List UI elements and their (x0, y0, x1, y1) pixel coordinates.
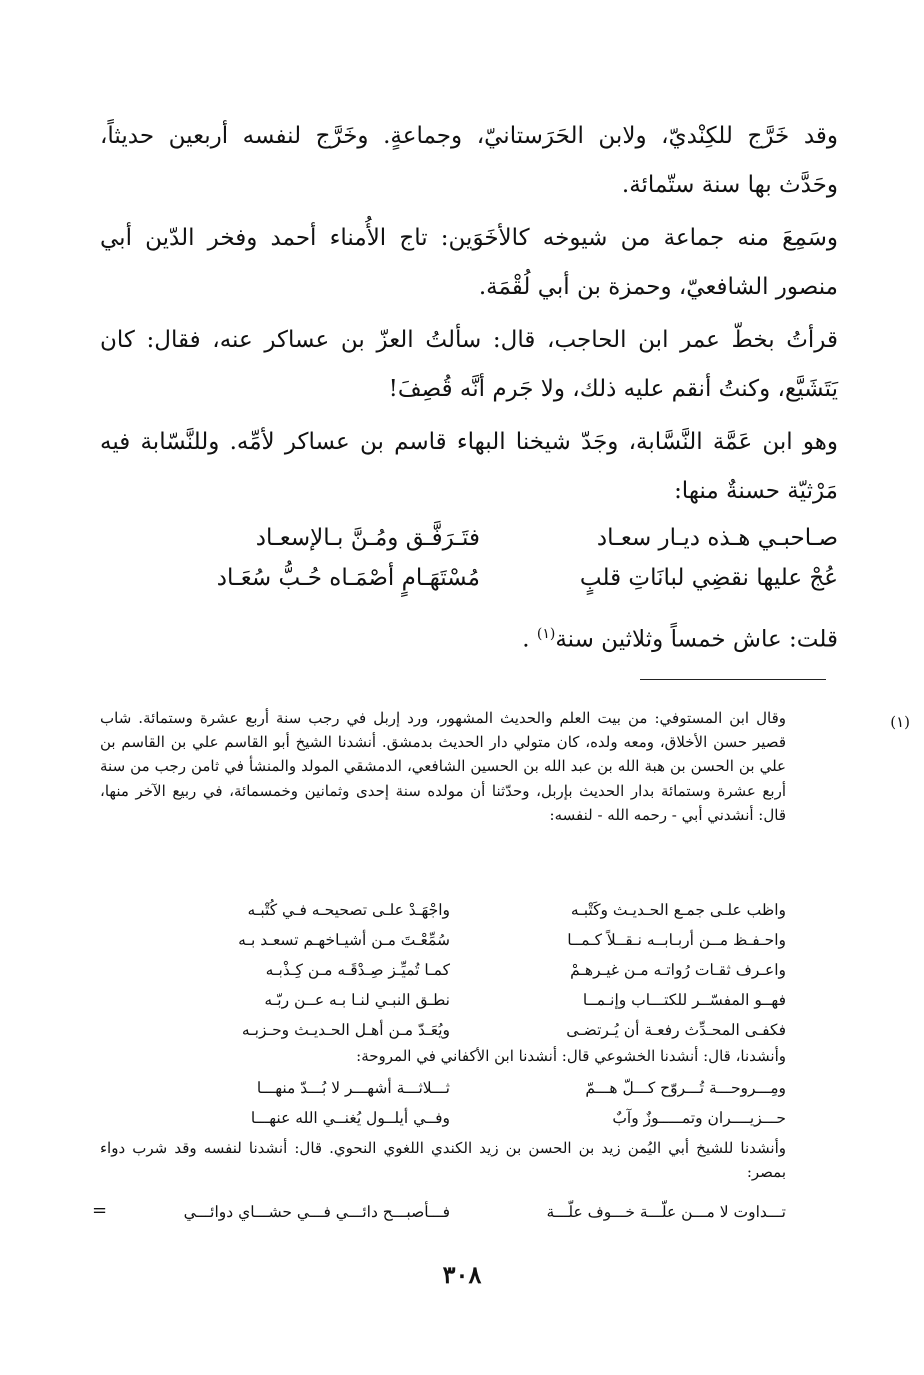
footnote-verse (100, 1104, 786, 1132)
footnote-verse (100, 1016, 786, 1044)
verse-hemistich-second: مُسْتَهَـامٍ أصْمَـاه حُـبُّ سُعَـاد (216, 565, 480, 591)
footnote-verse (100, 1198, 786, 1226)
verse-line-2 (100, 558, 838, 598)
closing-text: قلت: عاش خمساً وثلاثين سنة (555, 626, 838, 653)
verse-hemistich-first: فهــو المفسّــر للكتـــاب وإنـمــا (582, 991, 786, 1009)
verse-hemistich-first: واعـرف ثقـات رُواتـه مـن غيـرهـمْ (570, 961, 786, 979)
verse-hemistich-first: عُجْ عليها نقضِي لبانَاتِ قلبٍ (579, 565, 838, 591)
paragraph-3: قرأتُ بخطّ عمر ابن الحاجب، قال: سألتُ العزّ بن عساكر عنه، فقال: كان يَتَشَيَّع، وكنتُ أنقم عليه ذلك، ولا جَرم أنَّه قُصِفَ! (100, 327, 838, 402)
verse-hemistich-second: كمـا تُميِّـز صِـدْقَـه مـن كِـذْبـه (265, 961, 450, 979)
verse-line-1 (100, 518, 838, 558)
paragraph-2: وسَمِعَ منه جماعة من شيوخه كالأخَوَين: تاج الأُمناء أحمد وفخر الدّين أبي منصور الشافعيّ، وحمزة بن أبي لُقْمَة. (100, 225, 838, 300)
verse-hemistich-first: واظب علـى جمـع الحـديـث وكَتْبـه (570, 901, 786, 919)
verse-hemistich-second: وفــي أيلــول يُغنــي الله عنهـــا (250, 1109, 450, 1127)
page-number: ٣٠٨ (442, 1260, 482, 1289)
verse-hemistich-first: ومِـــروحـــة تُـــروّح كـــلّ هـــمّ (585, 1079, 786, 1097)
footnote-verse (100, 956, 786, 984)
verse-hemistich-second: نطـق النبـي لنـا بـه عــن ربّـه (264, 991, 450, 1009)
footnote-separator (640, 679, 826, 680)
verse-hemistich-first: واحـفـظ مــن أربـابــه نـقــلاً كـمــا (567, 931, 786, 949)
paragraph-1: وقد خَرَّج للكِنْديّ، ولابن الحَرَستانيّ، وجماعةٍ. وخَرَّج لنفسه أربعين حديثاً، وحَدَّث بها سنة ستّمائة. (100, 123, 838, 198)
footnote-reference[interactable]: (١) (536, 626, 556, 642)
verse-hemistich-first: فكفـى المحـدِّث رفعـة أن يُـرتضـى (566, 1021, 786, 1039)
footnote-line: وأنشدنا، قال: أنشدنا الخشوعي قال: أنشدنا ابن الأكفاني في المروحة: (356, 1047, 786, 1065)
verse-hemistich-first: صـاحبـي هـذه ديـار سعـاد (596, 525, 838, 551)
verse-hemistich-second: سُمِّعْـتَ مـن أشيـاخهـم تسعـد بـه (238, 931, 450, 949)
footnote-verse (100, 986, 786, 1014)
verse-hemistich-second: ويُعَـدّ مـن أهـل الحـديـث وحـزبـه (241, 1021, 450, 1039)
verse-hemistich-second: فتَـرَفَّـق ومُـنَّ بـالإسعـاد (255, 525, 480, 551)
verse-hemistich-second: فـــأصبـــح دائـــي فـــي حشـــاي دوائـــي (183, 1203, 450, 1221)
footnote-verse (100, 896, 786, 924)
verse-hemistich-first: حـــزيــــران وتمـــــوزٌ وآبٌ (612, 1109, 786, 1127)
footnote-line: وأنشدنا للشيخ أبي اليُمن زيد بن الحسن بن زيد الكندي اللغوي النحوي. قال: أنشدنا لنفسه وقد شرب دواء بمصر: (100, 1139, 786, 1182)
footnote-verse (100, 926, 786, 954)
paragraph-4: وهو ابن عَمَّة النَّسَّابة، وجَدّ شيخنا البهاء قاسم بن عساكر لأمِّه. وللنَّسّابة فيه مَرْثيّة حسنةٌ منها: (100, 429, 838, 504)
verse-hemistich-second: ثـــلاثـــة أشهـــر لا بُـــدّ منهـــا (256, 1079, 450, 1097)
continuation-mark: = (92, 1200, 108, 1221)
footnote-text: وقال ابن المستوفي: من بيت العلم والحديث المشهور، ورد إربل في رجب سنة أربع عشرة وستمائة. شاب قصير حسن الأخلاق، ومعه ولده، كان متولي دار الحديث بدمشق. أنشدنا الشيخ أبو القاسم علي بن القاسم بن علي بن الحسن بن هبة الله بن عبد الله بن الحسين الشافعي، الدمشقي المولد والمنشأ في ثامن رجب من سنة أربع عشرة وستمائة بدار الحديث بإربل، وحدّثنا أن مولده سنة إحدى وثمانين وخمسمائة، في ربيع الآخر منها، قال: أنشدني أبي - رحمه الله - لنفسه: (100, 709, 786, 824)
footnote-verse (100, 1074, 786, 1102)
closing-line: قلت: عاش خمساً وثلاثين سنة$^{(١)}$ . (522, 626, 838, 653)
footnote-number: (١) (890, 713, 910, 731)
verse-hemistich-second: واجْهَـدْ علـى تصحيحـه فـي كُتْبـه (247, 901, 450, 919)
verse-hemistich-first: تـــداوت لا مـــن علّـــة خـــوف علّـــة (546, 1203, 786, 1221)
